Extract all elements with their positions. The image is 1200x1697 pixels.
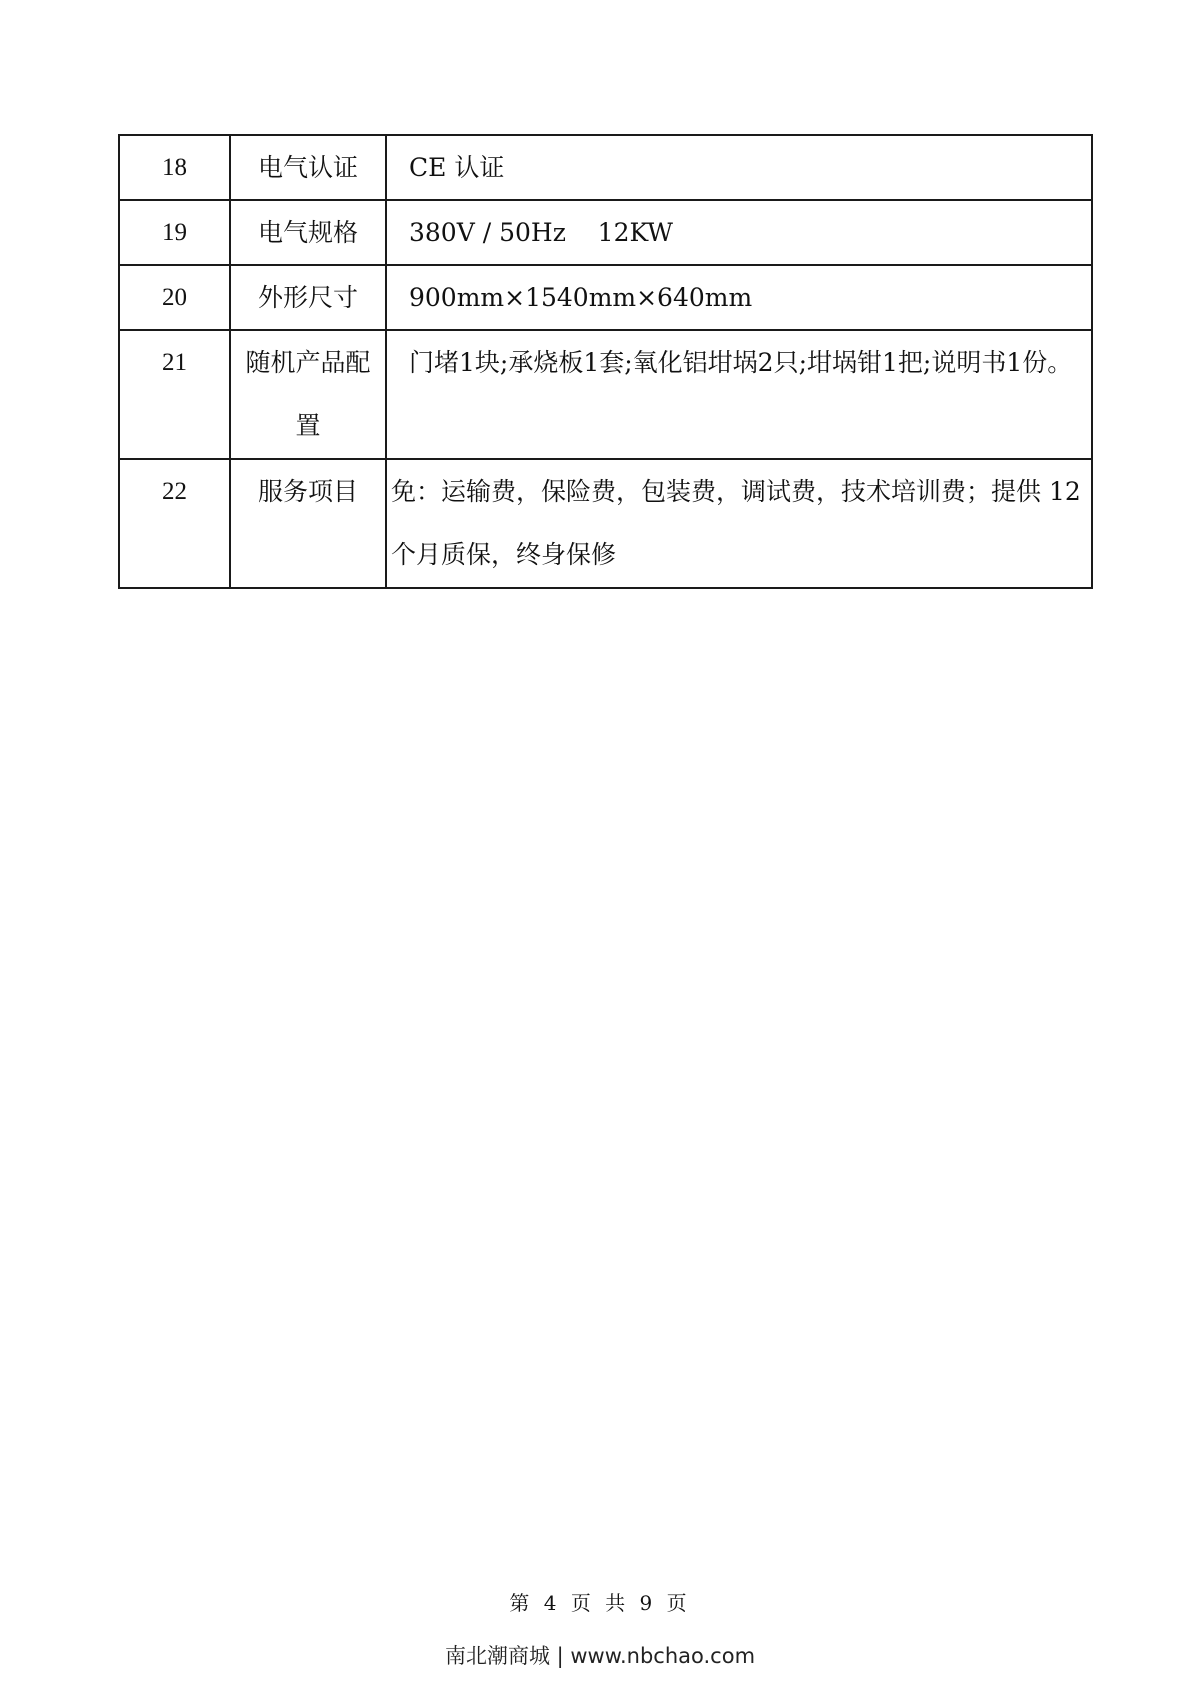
table-row bbox=[119, 135, 1092, 200]
spec-table bbox=[118, 134, 1093, 589]
row-value-text: 380V / 50Hz 12KW bbox=[409, 218, 673, 247]
row-value: CE 认证 bbox=[386, 135, 1092, 200]
brand-footer: 南北潮商城 | www.nbchao.com bbox=[444, 1644, 756, 1668]
row-number: 20 bbox=[119, 265, 230, 330]
table-row bbox=[119, 200, 1092, 265]
table-row bbox=[119, 265, 1092, 330]
row-number: 18 bbox=[119, 135, 230, 200]
row-item: 电气规格 bbox=[230, 200, 386, 265]
row-value: 900mm×1540mm×640mm bbox=[386, 265, 1092, 330]
row-item: 随机产品配置 bbox=[230, 330, 386, 459]
row-item: 服务项目 bbox=[230, 459, 386, 588]
row-number: 22 bbox=[119, 459, 230, 588]
row-value: 免：运输费，保险费，包装费，调试费，技术培训费；提供 12 个月质保，终身保修 bbox=[386, 459, 1092, 588]
table-row bbox=[119, 330, 1092, 459]
row-item: 外形尺寸 bbox=[230, 265, 386, 330]
row-value bbox=[386, 200, 1092, 265]
row-number: 21 bbox=[119, 330, 230, 459]
row-value: 门堵1块;承烧板1套;氧化铝坩埚2只;坩埚钳1把;说明书1份。 bbox=[386, 330, 1092, 459]
table-row bbox=[119, 459, 1092, 588]
page-indicator: 第 4 页 共 9 页 bbox=[509, 1591, 691, 1615]
row-item: 电气认证 bbox=[230, 135, 386, 200]
row-number: 19 bbox=[119, 200, 230, 265]
